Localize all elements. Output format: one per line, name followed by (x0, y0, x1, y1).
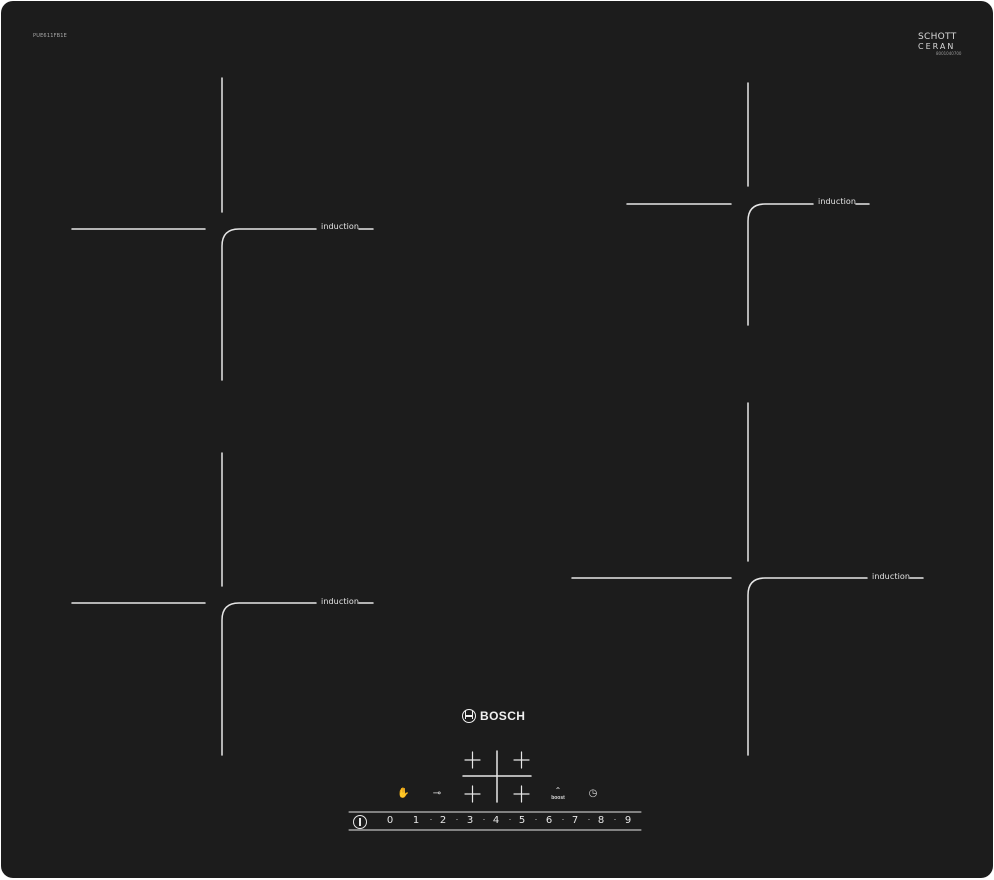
key-icon[interactable]: ⊸ (432, 788, 442, 799)
slider-dot: · (613, 814, 617, 824)
power-level-1[interactable]: 1 (412, 815, 420, 826)
slider-dot: · (482, 814, 486, 824)
clock-icon[interactable]: ◷ (588, 788, 598, 799)
power-level-8[interactable]: 8 (597, 815, 605, 826)
slider-dot: · (561, 814, 565, 824)
power-level-5[interactable]: 5 (518, 815, 526, 826)
power-level-3[interactable]: 3 (466, 815, 474, 826)
bosch-armature-icon (462, 709, 476, 723)
power-level-4[interactable]: 4 (492, 815, 500, 826)
bosch-logo (462, 707, 525, 725)
model-code: PUE611FB1E (33, 33, 68, 39)
slider-dot: · (587, 814, 591, 824)
power-level-9[interactable]: 9 (624, 815, 632, 826)
zone-label-front-right: induction (872, 572, 911, 581)
power-level-slider[interactable] (349, 812, 643, 830)
hand-icon[interactable]: ✋ (397, 788, 410, 799)
slider-dot: · (534, 814, 538, 824)
boost-button[interactable] (548, 787, 568, 801)
slider-dot: · (508, 814, 512, 824)
glass-serial: 8001040700 (936, 51, 962, 56)
power-level-7[interactable]: 7 (571, 815, 579, 826)
slider-dot: · (429, 814, 433, 824)
glass-brand-line1: SCHOTT (918, 32, 957, 42)
boost-label: boost (551, 795, 565, 801)
power-level-0[interactable]: 0 (386, 815, 394, 826)
brand-name: BOSCH (480, 709, 526, 723)
power-level-6[interactable]: 6 (545, 815, 553, 826)
zone-front-right-marking (572, 403, 923, 755)
power-level-2[interactable]: 2 (439, 815, 447, 826)
zone-label-rear-right: induction (818, 197, 857, 206)
zone-label-rear-left: induction (321, 222, 360, 231)
slider-dot: · (455, 814, 459, 824)
zone-label-front-left: induction (321, 597, 360, 606)
boost-icon: ⌃ (554, 786, 562, 795)
glass-brand-line2: CERAN (918, 42, 956, 51)
